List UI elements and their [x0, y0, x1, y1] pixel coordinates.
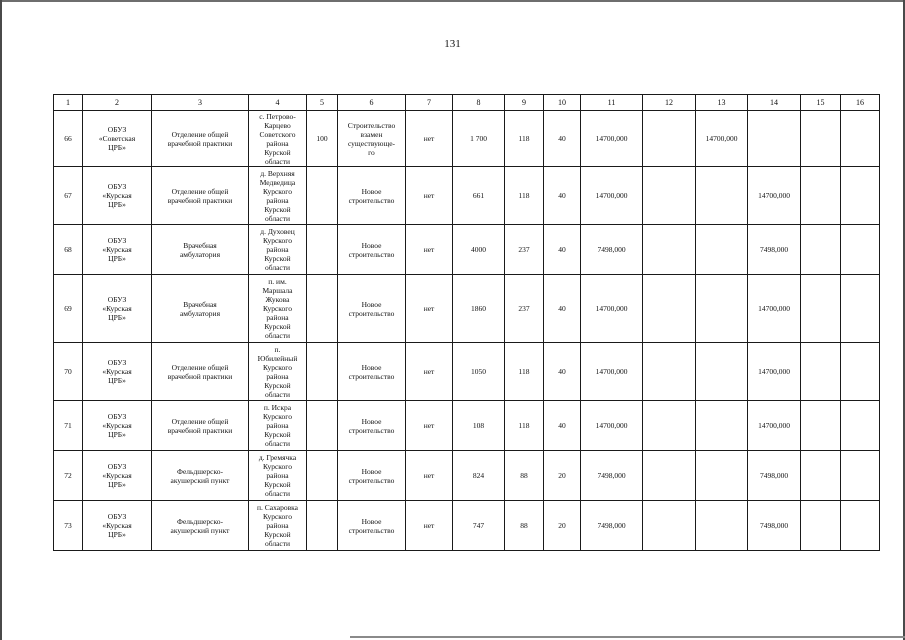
table-header-row	[54, 95, 880, 111]
table-row	[54, 343, 880, 401]
table-cell: п. Искра Курского района Курской области	[249, 401, 307, 451]
table-cell: 14700,000	[581, 401, 643, 451]
scan-edge-top	[0, 0, 905, 2]
table-cell: нет	[406, 225, 453, 275]
table-cell: 88	[505, 451, 544, 501]
table-cell	[307, 275, 338, 343]
table-cell: 14700,000	[696, 111, 748, 167]
table-cell	[643, 275, 696, 343]
table-cell: п. Сахаровка Курского района Курской области	[249, 501, 307, 551]
table-cell: Отделение общей врачебной практики	[152, 111, 249, 167]
column-number-cell: 16	[841, 95, 880, 111]
table-cell	[643, 343, 696, 401]
table-cell	[841, 401, 880, 451]
table-cell	[801, 343, 841, 401]
table-cell	[696, 225, 748, 275]
table-row	[54, 401, 880, 451]
table-cell: 237	[505, 275, 544, 343]
table-cell	[801, 167, 841, 225]
column-number-cell: 10	[544, 95, 581, 111]
table-cell: 7498,000	[581, 451, 643, 501]
table-cell: 118	[505, 167, 544, 225]
table-cell	[643, 501, 696, 551]
table-cell: нет	[406, 111, 453, 167]
table-cell: 14700,000	[748, 401, 801, 451]
table-row	[54, 275, 880, 343]
column-number-cell: 7	[406, 95, 453, 111]
table-cell: д. Верхняя Медведица Курского района Курской области	[249, 167, 307, 225]
table-cell: 40	[544, 167, 581, 225]
table-cell: д. Духовец Курского района Курской области	[249, 225, 307, 275]
table-cell	[643, 167, 696, 225]
table-body	[54, 95, 880, 551]
table-cell: нет	[406, 451, 453, 501]
table-cell: Отделение общей врачебной практики	[152, 167, 249, 225]
table-row	[54, 451, 880, 501]
column-number-cell: 13	[696, 95, 748, 111]
table-cell: нет	[406, 343, 453, 401]
table-cell: 40	[544, 225, 581, 275]
column-number-cell: 12	[643, 95, 696, 111]
table-cell: 1050	[453, 343, 505, 401]
table-cell: 14700,000	[581, 275, 643, 343]
table-cell: п. им. Маршала Жукова Курского района Курской области	[249, 275, 307, 343]
column-number-cell: 4	[249, 95, 307, 111]
table-cell: 14700,000	[748, 167, 801, 225]
table-cell: 70	[54, 343, 83, 401]
table-cell	[696, 501, 748, 551]
table-cell: 67	[54, 167, 83, 225]
table-cell: 108	[453, 401, 505, 451]
table-cell: нет	[406, 167, 453, 225]
table-cell: 14700,000	[581, 111, 643, 167]
table-cell: Новое строительство	[338, 501, 406, 551]
table-cell	[307, 167, 338, 225]
table-row	[54, 167, 880, 225]
table-cell: 237	[505, 225, 544, 275]
table-cell	[841, 275, 880, 343]
table-cell: 14700,000	[748, 343, 801, 401]
table-cell: 14700,000	[581, 167, 643, 225]
table-cell: 73	[54, 501, 83, 551]
table-cell: Фельдшерско- акушерский пункт	[152, 451, 249, 501]
table-cell: 40	[544, 401, 581, 451]
table-cell: 20	[544, 501, 581, 551]
column-number-cell: 1	[54, 95, 83, 111]
table-cell: 7498,000	[581, 225, 643, 275]
table-cell: Отделение общей врачебной практики	[152, 401, 249, 451]
table-cell: 661	[453, 167, 505, 225]
table-cell: 69	[54, 275, 83, 343]
table-cell	[841, 225, 880, 275]
table-cell	[696, 343, 748, 401]
table-cell	[696, 167, 748, 225]
table-cell: Новое строительство	[338, 275, 406, 343]
table-cell: 7498,000	[581, 501, 643, 551]
table-cell	[307, 401, 338, 451]
table-cell: нет	[406, 275, 453, 343]
table-cell: 747	[453, 501, 505, 551]
table-cell: 1 700	[453, 111, 505, 167]
table-cell	[307, 343, 338, 401]
table-cell: ОБУЗ «Курская ЦРБ»	[83, 167, 152, 225]
table-cell	[841, 451, 880, 501]
registry-table	[53, 94, 880, 551]
table-cell: 100	[307, 111, 338, 167]
table-cell: 40	[544, 343, 581, 401]
table-cell: 1860	[453, 275, 505, 343]
table-cell: 824	[453, 451, 505, 501]
table-cell: 88	[505, 501, 544, 551]
table-cell	[801, 225, 841, 275]
table-cell: ОБУЗ «Курская ЦРБ»	[83, 501, 152, 551]
table-cell: 40	[544, 111, 581, 167]
table-cell: 20	[544, 451, 581, 501]
table-cell: 118	[505, 401, 544, 451]
table-cell: 40	[544, 275, 581, 343]
table-cell: 72	[54, 451, 83, 501]
table-cell: Строительство взамен существующе- го	[338, 111, 406, 167]
table-cell	[841, 501, 880, 551]
table-cell: нет	[406, 401, 453, 451]
table-cell: 66	[54, 111, 83, 167]
table-cell: 118	[505, 343, 544, 401]
column-number-cell: 2	[83, 95, 152, 111]
table-cell: ОБУЗ «Советская ЦРБ»	[83, 111, 152, 167]
column-number-cell: 9	[505, 95, 544, 111]
table-cell	[307, 225, 338, 275]
table-cell	[801, 451, 841, 501]
table-cell: 7498,000	[748, 501, 801, 551]
table-cell: 7498,000	[748, 225, 801, 275]
table-cell: Новое строительство	[338, 343, 406, 401]
column-number-cell: 15	[801, 95, 841, 111]
table-cell	[841, 167, 880, 225]
table-cell: Отделение общей врачебной практики	[152, 343, 249, 401]
table-cell	[307, 501, 338, 551]
table-cell: 14700,000	[748, 275, 801, 343]
table-cell	[643, 111, 696, 167]
column-number-cell: 14	[748, 95, 801, 111]
page-number: 131	[444, 38, 461, 50]
column-number-cell: 5	[307, 95, 338, 111]
table-cell: с. Петрово- Карцево Советского района Курской области	[249, 111, 307, 167]
table-cell	[696, 401, 748, 451]
table-cell	[841, 111, 880, 167]
table-cell: Новое строительство	[338, 451, 406, 501]
table-cell: Новое строительство	[338, 225, 406, 275]
table-cell: Фельдшерско- акушерский пункт	[152, 501, 249, 551]
table-cell: ОБУЗ «Курская ЦРБ»	[83, 401, 152, 451]
table-cell: п. Юбилейный Курского района Курской области	[249, 343, 307, 401]
table-cell	[643, 401, 696, 451]
table-cell: ОБУЗ «Курская ЦРБ»	[83, 451, 152, 501]
table-cell	[801, 111, 841, 167]
column-number-cell: 11	[581, 95, 643, 111]
table-cell	[801, 401, 841, 451]
table-cell: 118	[505, 111, 544, 167]
table-cell: Новое строительство	[338, 167, 406, 225]
table-cell: ОБУЗ «Курская ЦРБ»	[83, 343, 152, 401]
table-cell: нет	[406, 501, 453, 551]
table-cell: 14700,000	[581, 343, 643, 401]
scan-edge-bottom	[350, 636, 905, 638]
table-cell: Новое строительство	[338, 401, 406, 451]
table-cell: ОБУЗ «Курская ЦРБ»	[83, 225, 152, 275]
table-cell	[801, 501, 841, 551]
table-cell	[643, 225, 696, 275]
column-number-cell: 3	[152, 95, 249, 111]
table-cell	[696, 451, 748, 501]
table-cell	[841, 343, 880, 401]
table-cell: 7498,000	[748, 451, 801, 501]
table-cell: ОБУЗ «Курская ЦРБ»	[83, 275, 152, 343]
table-cell: 71	[54, 401, 83, 451]
table-cell: 68	[54, 225, 83, 275]
table-cell	[748, 111, 801, 167]
table-cell: 4000	[453, 225, 505, 275]
column-number-cell: 8	[453, 95, 505, 111]
table-cell: Врачебная амбулатория	[152, 225, 249, 275]
table-cell	[643, 451, 696, 501]
table-row	[54, 225, 880, 275]
scan-edge-left	[0, 0, 2, 640]
table-row	[54, 111, 880, 167]
table-cell: д. Гремячка Курского района Курской области	[249, 451, 307, 501]
table-cell	[307, 451, 338, 501]
table-cell	[801, 275, 841, 343]
table-cell	[696, 275, 748, 343]
table-row	[54, 501, 880, 551]
table-cell: Врачебная амбулатория	[152, 275, 249, 343]
column-number-cell: 6	[338, 95, 406, 111]
